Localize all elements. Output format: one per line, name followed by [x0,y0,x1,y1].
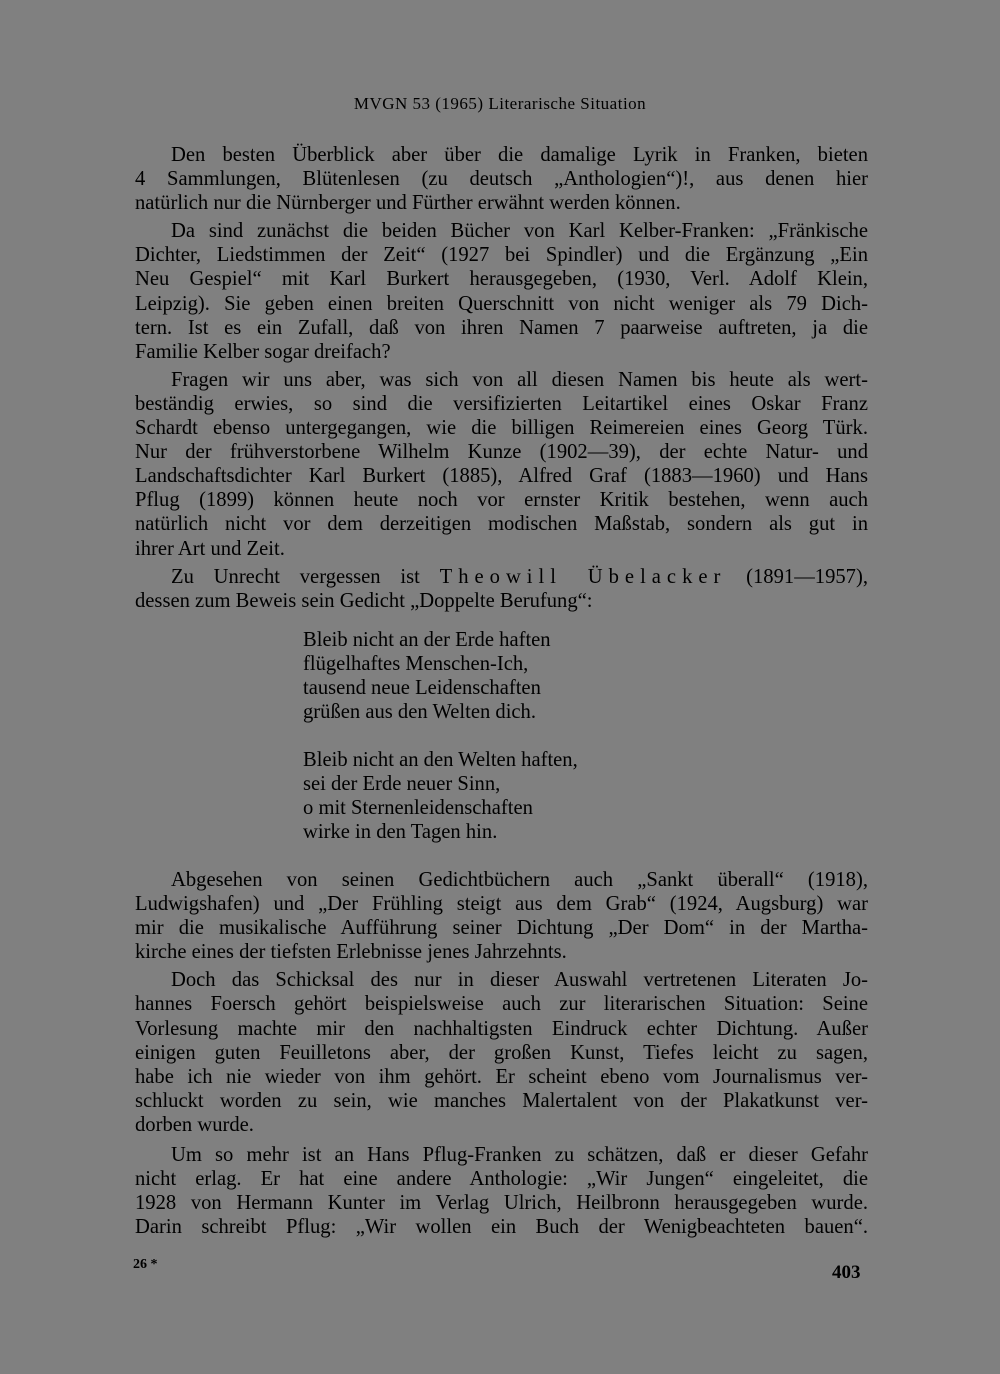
text-line: hannes Foersch gehört beispielsweise auch zur literarischen Situation: Seine [135,993,868,1016]
text-line: einigen guten Feuilletons aber, der großen Kunst, Tiefes leicht zu sagen, [135,1041,868,1064]
poem-stanza-2 [303,748,578,844]
poem-stanza-1 [303,628,551,724]
page-number: 403 [832,1262,861,1283]
text-line: mir die musikalische Aufführung seiner Dichtung „Der Dom“ in der Martha- [135,917,868,940]
text-line: 4 Sammlungen, Blütenlesen (zu deutsch „Anthologien“)!, aus denen hier [135,168,868,191]
text-line: kirche eines der tiefsten Erlebnisse jenes Jahrzehnts. [135,941,567,964]
poem-line: flügelhaftes Menschen-Ich, [303,653,529,675]
text-line: Pflug (1899) können heute noch vor ernster Kritik bestehen, wenn auch [135,489,868,512]
text-line: Dichter, Liedstimmen der Zeit“ (1927 bei Spindler) und die Ergänzung „Ein [135,244,868,267]
text-line: ihrer Art und Zeit. [135,537,285,560]
text-line: dessen zum Beweis sein Gedicht „Doppelte Berufung“: [135,589,593,612]
author-name: Theowill Übelacker [439,565,727,588]
text-line: nicht erlag. Er hat eine andere Anthologie: „Wir Jungen“ eingeleitet, die [135,1168,868,1191]
paragraph-2 [135,219,868,364]
text-line: Fragen wir uns aber, was sich von all diesen Namen bis heute als wert- [171,368,868,391]
text-line: Darin schreibt Pflug: „Wir wollen ein Buch der Wenigbeachteten bauen“. [135,1216,868,1239]
text-line: dorben wurde. [135,1113,254,1136]
paragraph-4 [135,565,868,613]
text-line: Den besten Überblick aber über die damalige Lyrik in Franken, bieten [171,144,868,166]
poem-line: o mit Sternenleidenschaften [303,797,533,819]
poem-line: grüßen aus den Welten dich. [303,701,537,723]
text-line: Da sind zunächst die beiden Bücher von Karl Kelber-Franken: „Fränkische [171,220,868,243]
poem-line: Bleib nicht an der Erde haften [303,629,551,651]
poem-line: wirke in den Tagen hin. [303,821,498,843]
paragraph-3 [135,368,868,561]
text-line: Familie Kelber sogar dreifach? [135,340,391,363]
text-line: Um so mehr ist an Hans Pflug-Franken zu schätzen, daß er dieser Gefahr [171,1144,868,1167]
intro-text: Zu Unrecht vergessen ist [171,565,420,588]
paragraph-7 [135,1143,868,1239]
text-line: Doch das Schicksal des nur in dieser Auswahl vertretenen Literaten Jo- [171,969,868,992]
author-years: (1891—1957), [746,565,868,588]
text-line: natürlich nicht vor dem derzeitigen modischen Maßstab, sondern als gut in [135,513,868,536]
poem-line: Bleib nicht an den Welten haften, [303,749,578,771]
poem-line: tausend neue Leidenschaften [303,677,541,699]
text-block-upper [135,143,868,617]
text-line: natürlich nur die Nürnberger und Fürther erwähnt werden können. [135,192,681,215]
text-line: beständig erwies, so sind die versifizierten Leitartikel eines Oskar Franz [135,392,868,415]
text-line: Schardt ebenso untergegangen, wie die billigen Reimereien eines Georg Türk. [135,417,868,440]
running-head: MVGN 53 (1965) Literarische Situation [353,94,647,113]
paragraph-6 [135,968,868,1137]
paragraph-5 [135,868,868,964]
text-line: Vorlesung machte mir den nachhaltigsten Eindruck echter Dichtung. Außer [135,1017,868,1040]
text-line: Ludwigshafen) und „Der Frühling steigt aus dem Grab“ (1924, Augsburg) war [135,893,868,916]
text-line: habe ich nie wieder von ihm gehört. Er scheint ebeno vom Journalismus ver- [135,1065,868,1088]
text-line: schluckt worden zu sein, wie manches Malertalent von der Plakatkunst ver- [135,1089,868,1112]
signature-mark: 26 * [133,1257,158,1272]
paragraph-1 [135,143,868,215]
text-line: Nur der frühverstorbene Wilhelm Kunze (1902—39), der echte Natur- und [135,441,868,464]
text-block-lower [135,868,868,1243]
text-line [135,565,868,589]
text-line: tern. Ist es ein Zufall, daß von ihren Namen 7 paarweise auftreten, ja die [135,316,868,339]
poem-line: sei der Erde neuer Sinn, [303,773,501,795]
text-line: Neu Gespiel“ mit Karl Burkert herausgegeben, (1930, Verl. Adolf Klein, [135,268,868,291]
text-line: Abgesehen von seinen Gedichtbüchern auch „Sankt überall“ (1918), [171,869,868,891]
text-line: 1928 von Hermann Kunter im Verlag Ulrich, Heilbronn herausgegeben wurde. [135,1192,868,1215]
text-line: Leipzig). Sie geben einen breiten Querschnitt von nicht weniger als 79 Dich- [135,292,868,315]
text-line: Landschaftsdichter Karl Burkert (1885), Alfred Graf (1883—1960) und Hans [135,465,868,488]
